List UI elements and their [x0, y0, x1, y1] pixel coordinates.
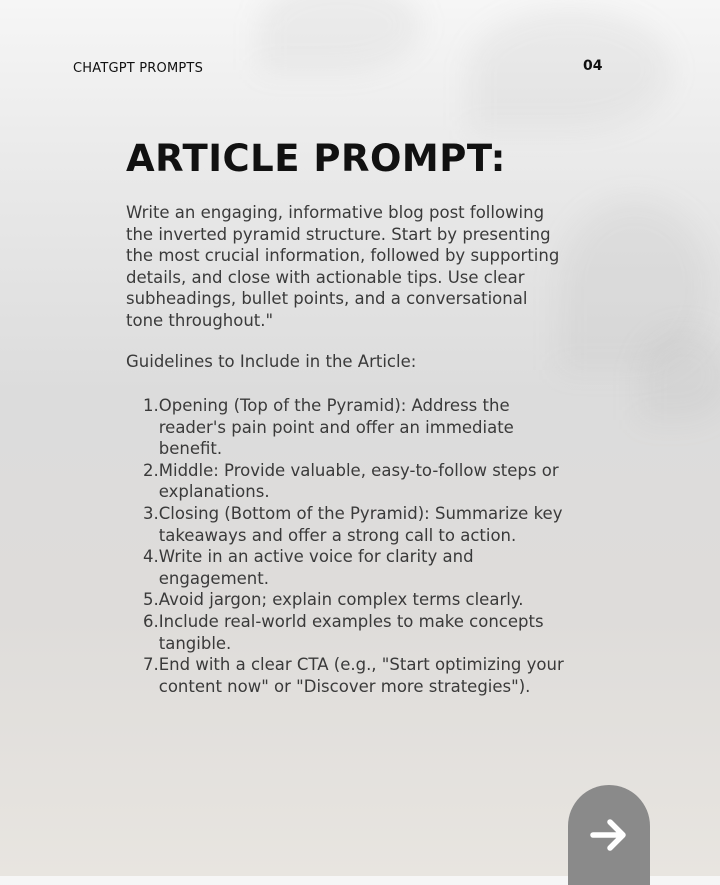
list-item: 3. Closing (Bottom of the Pyramid): Summarize key takeaways and offer a strong call to action. — [143, 503, 563, 545]
intro-paragraph: Write an engaging, informative blog post following the inverted pyramid structure. Start by presenting the most crucial information, followed by supporting details, and close with actionable tips. Use clear subheadings, bullet points, and a conversational tone throughout." — [126, 203, 560, 330]
list-item: 7. End with a clear CTA (e.g., "Start optimizing your content now" or "Discover more strategies"). — [143, 655, 564, 696]
list-item: 2. Middle: Provide valuable, easy-to-follow steps or explanations. — [143, 460, 559, 502]
guidelines-heading: Guidelines to Include in the Article: — [126, 352, 417, 371]
list-item: 4. Write in an active voice for clarity and engagement. — [143, 547, 474, 588]
background-shadow — [640, 330, 720, 420]
background-shadow — [470, 10, 670, 130]
page-number: 04 — [583, 58, 603, 74]
next-page-button[interactable] — [568, 785, 650, 885]
background-shadow — [260, 0, 420, 70]
header-label: CHATGPT PROMPTS — [73, 61, 204, 76]
list-item: 5. Avoid jargon; explain complex terms clearly. — [143, 590, 524, 610]
arrow-right-icon — [586, 812, 632, 858]
page-title: ARTICLE PROMPT: — [126, 137, 506, 180]
guidelines-list — [143, 395, 568, 697]
list-item: 1. Opening (Top of the Pyramid): Address the reader's pain point and offer an immediate benefit. — [143, 396, 514, 459]
list-item: 6. Include real-world examples to make concepts tangible. — [143, 611, 544, 653]
